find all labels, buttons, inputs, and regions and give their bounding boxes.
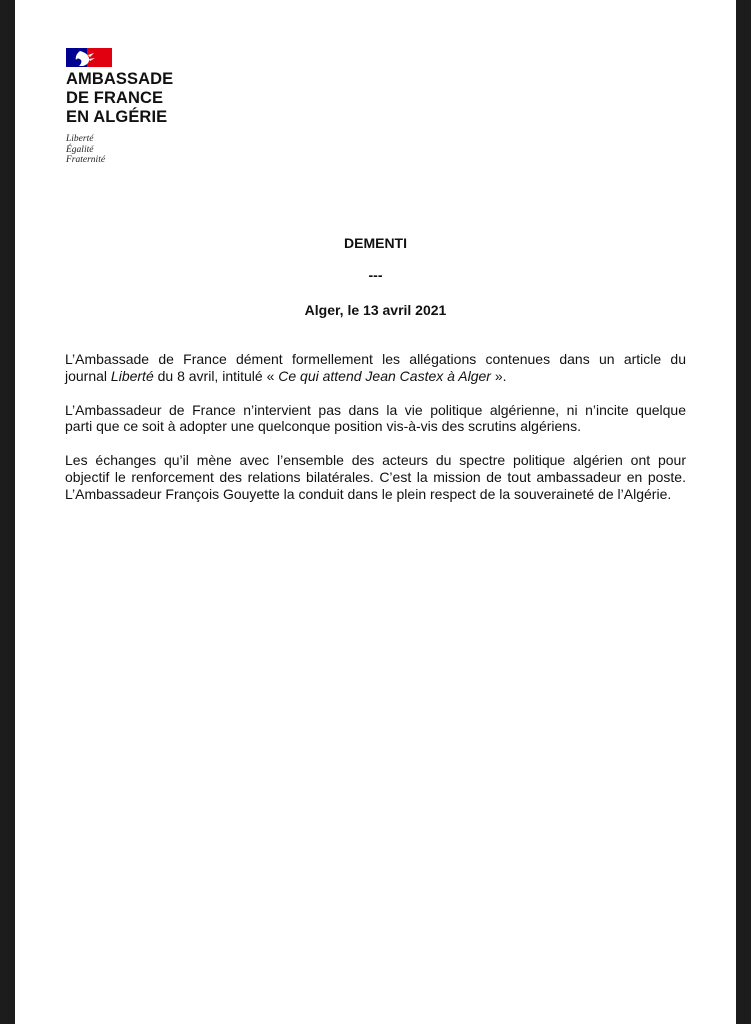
paragraph-3 <box>65 452 686 502</box>
paragraph-3-line-1: Les échanges qu’il mène avec l’ensemble des acteurs du spectre politique algérien ont pour <box>65 452 686 469</box>
motto-fraternite: Fraternité <box>66 155 106 165</box>
p1-text-after: ». <box>490 367 507 384</box>
paragraph-1-line-2 <box>65 368 686 385</box>
p1-text-before: journal <box>65 367 111 384</box>
document-title: DEMENTI <box>344 235 407 251</box>
newspaper-name: Liberté <box>110 367 154 384</box>
embassy-name-line-2: DE FRANCE <box>66 89 164 107</box>
statement-body <box>65 351 686 520</box>
paragraph-2-line-1: L’Ambassadeur de France n’intervient pas dans la vie politique algérienne, ni n’incite quelque <box>65 401 686 418</box>
paragraph-2 <box>65 402 686 436</box>
title-separator: --- <box>368 267 383 283</box>
motto-egalite: Égalité <box>66 144 94 155</box>
motto-liberte: Liberté <box>66 134 94 144</box>
p1-text-middle: du 8 avril, intitulé « <box>153 367 279 384</box>
republic-motto <box>66 134 173 166</box>
document-page <box>15 0 736 1024</box>
embassy-name-line-1: AMBASSADE <box>66 70 174 88</box>
article-title: Ce qui attend Jean Castex à Alger <box>278 367 491 384</box>
embassy-name-line-3: EN ALGÉRIE <box>66 108 168 126</box>
marianne-logo-icon <box>66 48 112 67</box>
embassy-name <box>66 70 173 127</box>
paragraph-1 <box>65 351 686 385</box>
dateline: Alger, le 13 avril 2021 <box>304 302 447 318</box>
paragraph-1-line-1: L’Ambassade de France dément formellement les allégations contenues dans un article du <box>65 351 686 367</box>
paragraph-3-line-3: L’Ambassadeur François Gouyette la conduit dans le plein respect de la souveraineté de l’Algérie. <box>65 485 672 502</box>
paragraph-3-line-2: objectif le renforcement des relations bilatérales. C’est la mission de tout ambassadeur en poste. <box>65 468 686 485</box>
paragraph-2-line-2: parti que ce soit à adopter une quelconque position vis-à-vis des scrutins algériens. <box>65 418 581 435</box>
embassy-logo-block <box>66 48 173 166</box>
